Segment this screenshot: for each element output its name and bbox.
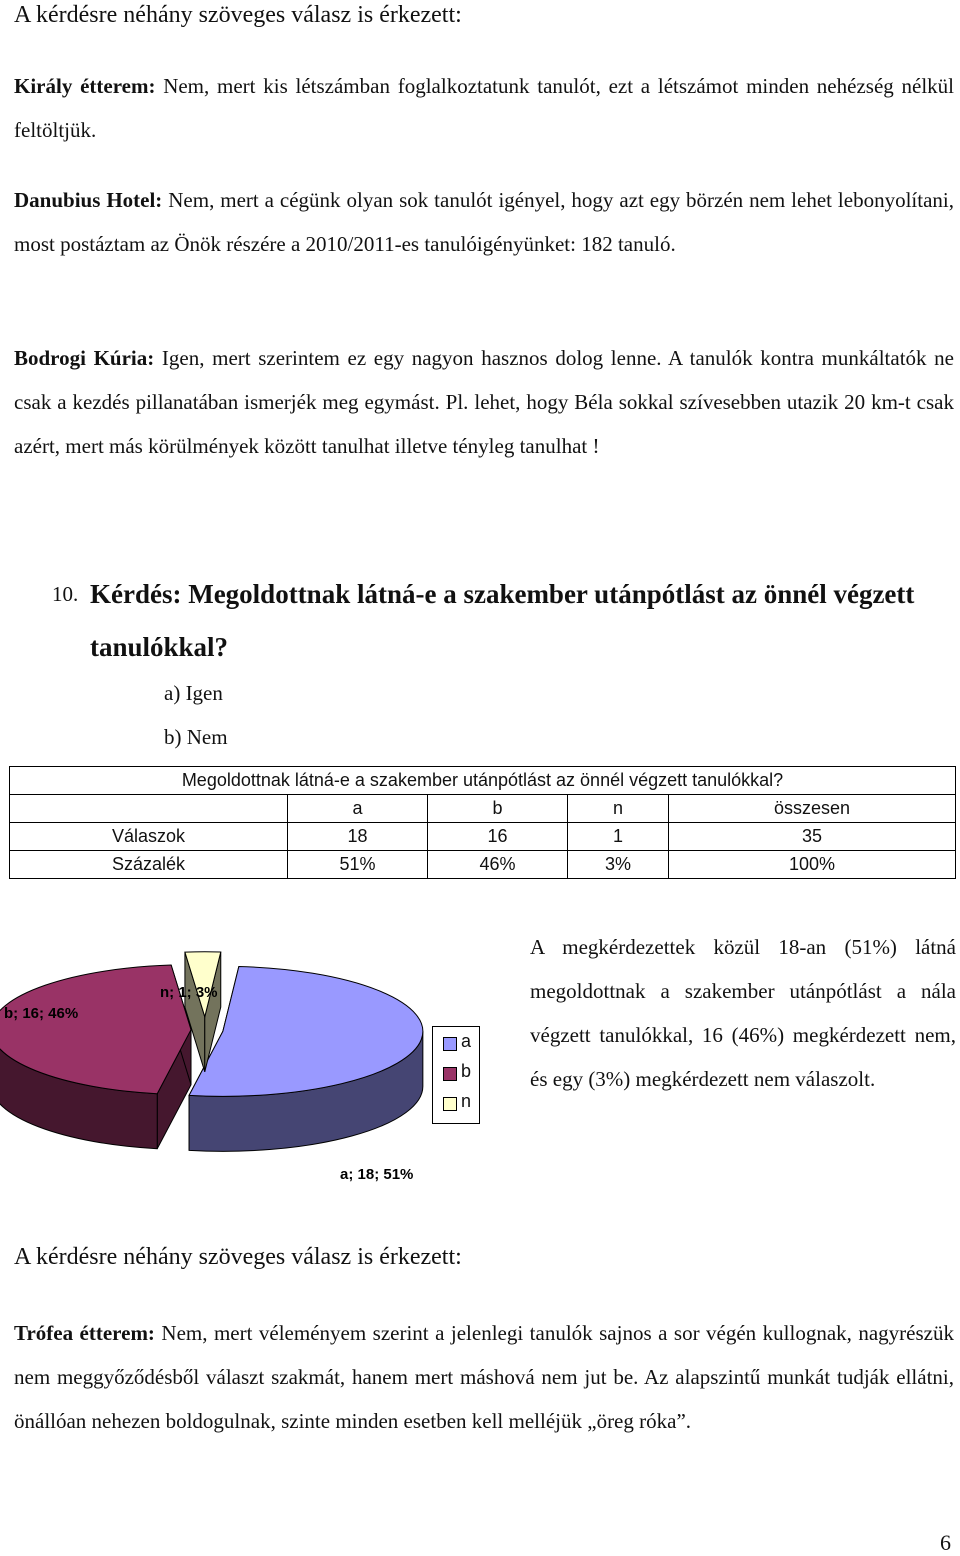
pie-slices (0, 952, 423, 1152)
answer-label: Trófea étterem: (14, 1321, 155, 1345)
answer-label: Danubius Hotel: (14, 188, 163, 212)
table-header-cell: b (428, 795, 568, 823)
table-cell: 16 (428, 823, 568, 851)
legend-swatch-n (443, 1097, 457, 1111)
chart-legend (432, 1026, 480, 1124)
table-row (10, 823, 956, 851)
answer-text: Nem, mert kis létszámban foglalkoztatunk tanulót, ezt a létszámot minden nehézség nélkül feltöltjük. (14, 74, 955, 142)
table-cell: 100% (669, 851, 956, 879)
table-cell: 51% (288, 851, 428, 879)
legend-label-n: n (461, 1091, 472, 1111)
chart-summary: A megkérdezettek közül 18-an (51%) látná megoldottnak a szakember utánpótlást a nála végzett tanulókkal, 16 (46%) megkérdezett nem, és egy (3%) megkérdezett nem válaszolt. (530, 935, 956, 1091)
answer-danubius (14, 178, 954, 266)
question-option-b: b) Nem (164, 725, 228, 749)
table-cell: Százalék (10, 851, 288, 879)
table-cell: 3% (568, 851, 669, 879)
legend-label-a: a (461, 1031, 472, 1051)
section-heading-top: A kérdésre néhány szöveges válasz is érkezett: (14, 2, 462, 28)
section-heading-bottom: A kérdésre néhány szöveges válasz is érkezett: (14, 1244, 462, 1270)
page-number: 6 (940, 1530, 951, 1555)
table-cell: 35 (669, 823, 956, 851)
legend-swatch-a (443, 1037, 457, 1051)
legend-label-b: b (461, 1061, 472, 1081)
question-title: Kérdés: Megoldottnak látná-e a szakember utánpótlást az önnél végzett tanulókkal? (90, 579, 915, 662)
answer-text: Nem, mert a cégünk olyan sok tanulót igényel, hogy azt egy börzén nem lehet lebonyolítani, most postáztam az Önök részére a 2010/2011-es tanulóigényünket: 182 tanuló. (14, 188, 954, 256)
data-label-n: n; 1; 3% (160, 984, 218, 1001)
table-cell: 46% (428, 851, 568, 879)
table-title-row (10, 767, 956, 795)
table-cell: 1 (568, 823, 669, 851)
table-header-cell (10, 795, 288, 823)
answer-text: Igen, mert szerintem ez egy nagyon hasznos dolog lenne. A tanulók kontra munkáltatók ne csak a kezdés pillanatában ismerjék meg egymást. Pl. lehet, hogy Béla sokkal szívesebben utazik 20 km-t csak azért, mert más körülmények között tanulhat illetve tényleg tanulhat ! (14, 346, 955, 458)
answer-text: Nem, mert véleményem szerint a jelenlegi tanulók sajnos a sor végén kullognak, nagyrészük nem meggyőződésből választ szakmát, hanem mert máshová nem jut be. Az alapszintű munkát tudják ellátni, önállóan nehezen boldogulnak, szinte minden esetben kell melléjük „öreg róka”. (14, 1321, 954, 1433)
answer-kiraly (14, 64, 954, 152)
pie-slice-a (189, 967, 423, 1152)
table-header-cell: n (568, 795, 669, 823)
legend-swatch-b (443, 1067, 457, 1081)
results-table (9, 766, 956, 879)
table-header-row (10, 795, 956, 823)
table-title: Megoldottnak látná-e a szakember utánpótlást az önnél végzett tanulókkal? (10, 767, 956, 795)
answer-label: Bodrogi Kúria: (14, 346, 155, 370)
table-cell: 18 (288, 823, 428, 851)
answer-trofea (14, 1311, 954, 1443)
data-label-a: a; 18; 51% (340, 1166, 414, 1183)
data-label-b: b; 16; 46% (4, 1005, 79, 1022)
answer-label: Király étterem: (14, 74, 156, 98)
table-header-cell: összesen (669, 795, 956, 823)
answer-bodrogi (14, 336, 954, 468)
table-cell: Válaszok (10, 823, 288, 851)
question-option-a: a) Igen (164, 681, 223, 705)
question-number: 10. (52, 582, 79, 606)
table-row (10, 851, 956, 879)
table-header-cell: a (288, 795, 428, 823)
pie-chart (0, 940, 500, 1190)
